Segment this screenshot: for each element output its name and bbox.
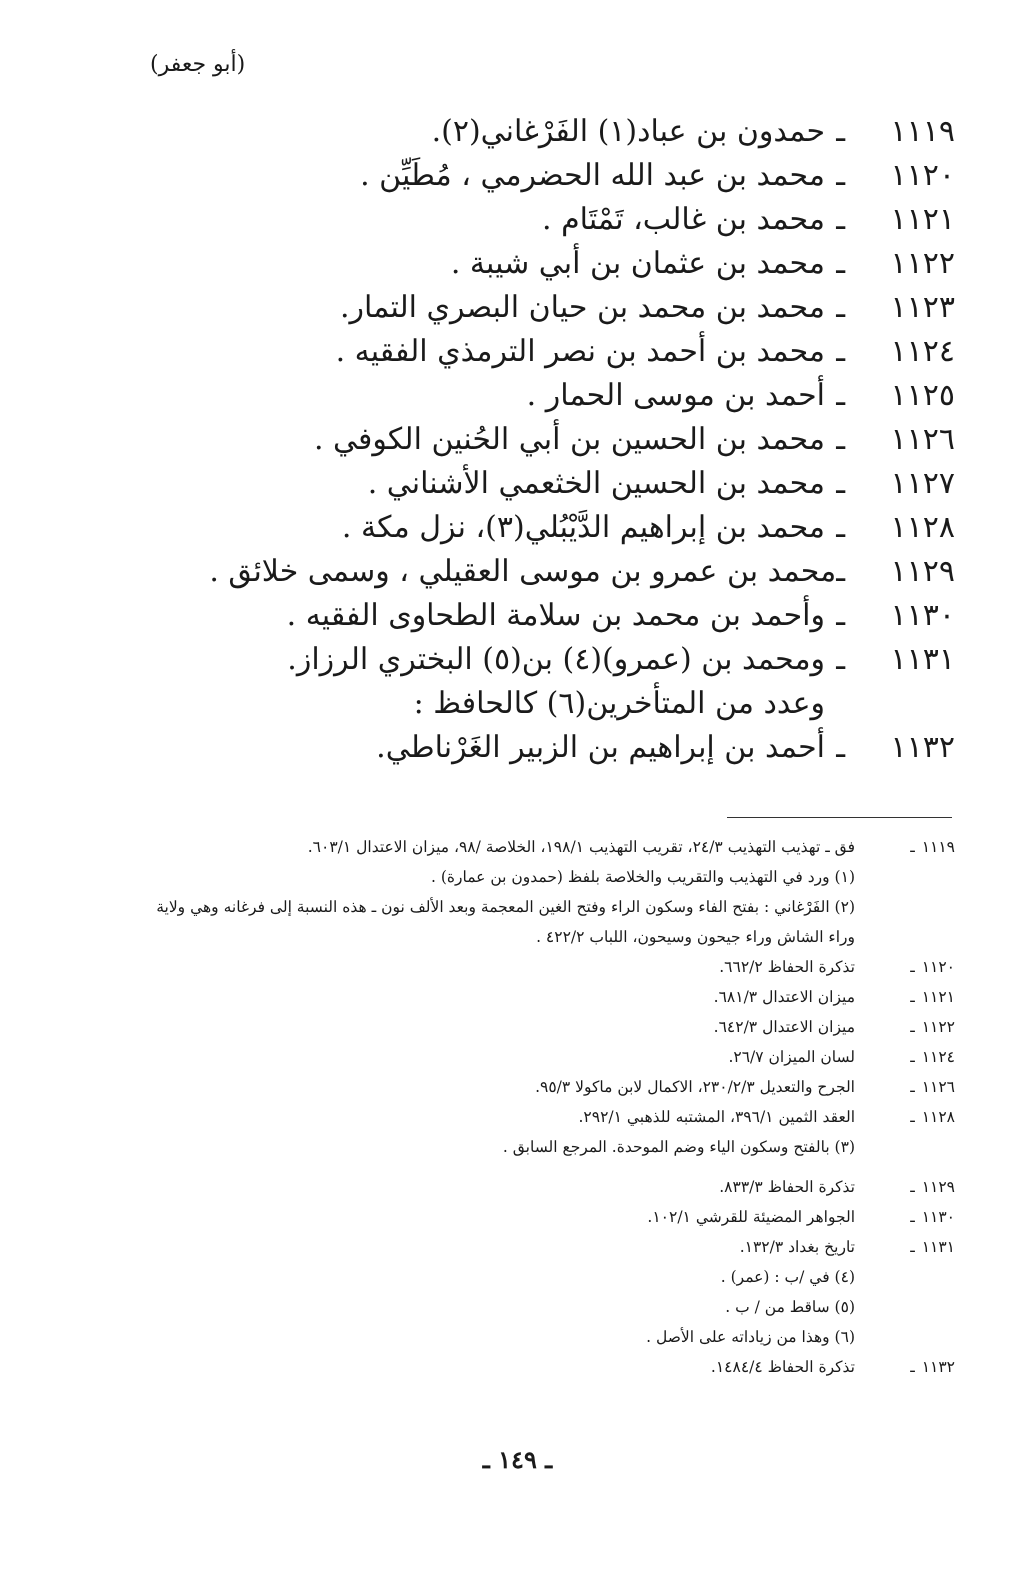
entry-text: ومحمد بن (عمرو)(٤) بن(٥) البختري الرزاز. bbox=[287, 642, 825, 677]
entry-number: ١١٢٩ bbox=[890, 554, 955, 589]
footnote-number: ١١٢٩ bbox=[921, 1178, 955, 1196]
footnote-text: تذكرة الحفاظ ١٤٨٤/٤. bbox=[710, 1358, 855, 1376]
footnote-row bbox=[150, 892, 955, 952]
list-item: ١١٣٠ ـ وأحمد بن محمد بن سلامة الطحاوى الفقيه . bbox=[255, 594, 955, 638]
footnote-row bbox=[150, 1322, 955, 1352]
list-item: ١١٢٣ ـ محمد بن محمد بن حيان البصري التمار. bbox=[255, 286, 955, 330]
entry-number: ١١٢٠ bbox=[890, 158, 955, 193]
footnote-text: تذكرة الحفاظ ٦٦٢/٢. bbox=[719, 958, 855, 976]
footnote-number: ١١١٩ bbox=[921, 838, 955, 856]
footnote-divider bbox=[727, 817, 952, 818]
footnote-row bbox=[150, 1132, 955, 1162]
footnote-text: تاريخ بغداد ١٣٢/٣. bbox=[739, 1238, 855, 1256]
entry-number: ١١٢٨ bbox=[890, 510, 955, 545]
subheading: وعدد من المتأخرين(٦) كالحافظ : bbox=[413, 686, 825, 721]
footnote-row: ١١٣٢ ـ تذكرة الحفاظ ١٤٨٤/٤. bbox=[150, 1352, 955, 1382]
footnote-text: (٥) ساقط من / ب . bbox=[725, 1298, 855, 1316]
list-item: ١١٢٤ ـ محمد بن أحمد بن نصر الترمذي الفقيه . bbox=[255, 330, 955, 374]
list-item: ١١٢١ ـ محمد بن غالب، تَمْتَام . bbox=[255, 198, 955, 242]
footnote-number: ١١٢٠ bbox=[921, 958, 955, 976]
entry-text: محمد بن الحسين بن أبي الحُنين الكوفي . bbox=[313, 422, 825, 457]
footnote-row: ١١٢٤ ـ لسان الميزان ٢٦/٧. bbox=[150, 1042, 955, 1072]
footnote-row: ١١٢١ ـ ميزان الاعتدال ٦٨١/٣. bbox=[150, 982, 955, 1012]
list-item: ١١٣٢ ـ أحمد بن إبراهيم بن الزبير الغَرْناطي. bbox=[255, 726, 955, 770]
list-item: ١١٢٢ ـ محمد بن عثمان بن أبي شيبة . bbox=[255, 242, 955, 286]
entry-number: ١١٢٧ bbox=[890, 466, 955, 501]
list-item: ١١٢٨ ـ محمد بن إبراهيم الدَّيْبُلي(٣)، نزل مكة . bbox=[255, 506, 955, 550]
footnote-number: ١١٢٨ bbox=[921, 1108, 955, 1126]
footnote-number: ١١٢٤ bbox=[921, 1048, 955, 1066]
footnote-text: (١) ورد في التهذيب والتقريب والخلاصة بلفظ (حمدون بن عمارة) . bbox=[430, 868, 855, 886]
footnote-text: (٢) الفَرْغاني : بفتح الفاء وسكون الراء وفتح الغين المعجمة وبعد الألف نون ـ هذه النسبة إلى فرغانه وهي ولاية وراء الشاش وراء جيحون وسيحون، اللباب ٤٢٢/٢ . bbox=[156, 898, 855, 946]
footnote-text: العقد الثمين ٣٩٦/١، المشتبه للذهبي ٢٩٢/١. bbox=[578, 1108, 855, 1126]
entry-text: أحمد بن موسى الحمار . bbox=[526, 378, 825, 413]
list-item: ١١٢٠ ـ محمد بن عبد الله الحضرمي ، مُطَيِّن . bbox=[255, 154, 955, 198]
list-item: ١١٢٧ ـ محمد بن الحسين الخثعمي الأشناني . bbox=[255, 462, 955, 506]
footnote-row: ١١٢٠ ـ تذكرة الحفاظ ٦٦٢/٢. bbox=[150, 952, 955, 982]
entry-number: ١١٢٤ bbox=[890, 334, 955, 369]
footnote-row: ١١٣٠ ـ الجواهر المضيئة للقرشي ١٠٢/١. bbox=[150, 1202, 955, 1232]
entry-text: محمد بن عثمان بن أبي شيبة . bbox=[450, 246, 825, 281]
footnote-text: (٦) وهذا من زياداته على الأصل . bbox=[646, 1328, 855, 1346]
footnote-row: ١١٢٩ ـ تذكرة الحفاظ ٨٣٣/٣. bbox=[150, 1172, 955, 1202]
footnote-row: ١١٣١ ـ تاريخ بغداد ١٣٢/٣. bbox=[150, 1232, 955, 1262]
entry-text: محمد بن عمرو بن موسى العقيلي ، وسمى خلائق . bbox=[209, 554, 837, 589]
footnote-row bbox=[150, 862, 955, 892]
entry-number: ١١٢٥ bbox=[890, 378, 955, 413]
entry-number: ١١٢٣ bbox=[890, 290, 955, 325]
footnote-text: الجواهر المضيئة للقرشي ١٠٢/١. bbox=[647, 1208, 855, 1226]
list-item: ١١٣١ ـ ومحمد بن (عمرو)(٤) بن(٥) البختري الرزاز. bbox=[255, 638, 955, 682]
entry-text: محمد بن إبراهيم الدَّيْبُلي(٣)، نزل مكة . bbox=[341, 510, 825, 545]
list-item: ١١٢٥ ـ أحمد بن موسى الحمار . bbox=[255, 374, 955, 418]
entry-number: ١١١٩ bbox=[890, 114, 955, 149]
entry-number: ١١٢١ bbox=[890, 202, 955, 237]
entry-number: ١١٣٢ bbox=[890, 730, 955, 765]
running-head: (أبو جعفر) bbox=[150, 52, 246, 77]
biography-list bbox=[209, 110, 955, 770]
footnote-number: ١١٢١ bbox=[921, 988, 955, 1006]
list-item: ١١٢٩ ـ محمد بن عمرو بن موسى العقيلي ، وسمى خلائق . bbox=[255, 550, 955, 594]
entry-number: ١١٣١ bbox=[890, 642, 955, 677]
footnote-row: ١١١٩ ـ فق ـ تهذيب التهذيب ٢٤/٣، تقريب التهذيب ١٩٨/١، الخلاصة /٩٨، ميزان الاعتدال ٦٠٣/١. bbox=[150, 832, 955, 862]
footnote-text: ميزان الاعتدال ٦٤٢/٣. bbox=[713, 1018, 855, 1036]
footnote-row: ١١٢٨ ـ العقد الثمين ٣٩٦/١، المشتبه للذهبي ٢٩٢/١. bbox=[150, 1102, 955, 1132]
list-item: ١١٢٦ ـ محمد بن الحسين بن أبي الحُنين الكوفي . bbox=[255, 418, 955, 462]
entry-text: أحمد بن إبراهيم بن الزبير الغَرْناطي. bbox=[376, 730, 825, 765]
entry-text: وأحمد بن محمد بن سلامة الطحاوى الفقيه . bbox=[286, 598, 825, 633]
entry-number: ١١٢٢ bbox=[890, 246, 955, 281]
footnote-text: تذكرة الحفاظ ٨٣٣/٣. bbox=[719, 1178, 855, 1196]
page-number: ـ ١٤٩ ـ bbox=[482, 1445, 553, 1474]
list-item: ١١١٩ ـ حمدون بن عباد(١) الفَرْغاني(٢). bbox=[255, 110, 955, 154]
footnote-text: (٤) في /ب : (عمر) . bbox=[720, 1268, 855, 1286]
footnote-number: ١١٣٠ bbox=[921, 1208, 955, 1226]
entry-text: محمد بن غالب، تَمْتَام . bbox=[542, 202, 825, 237]
footnote-number: ١١٢٦ bbox=[921, 1078, 955, 1096]
footnote-number: ١١٣٢ bbox=[921, 1358, 955, 1376]
footnote-text: ميزان الاعتدال ٦٨١/٣. bbox=[713, 988, 855, 1006]
footnote-number: ١١٢٢ bbox=[921, 1018, 955, 1036]
entry-text: محمد بن محمد بن حيان البصري التمار. bbox=[339, 290, 825, 325]
footnote-text: (٣) بالفتح وسكون الياء وضم الموحدة. المرجع السابق . bbox=[502, 1138, 855, 1156]
footnote-row bbox=[150, 1262, 955, 1292]
entry-text: محمد بن أحمد بن نصر الترمذي الفقيه . bbox=[335, 334, 825, 369]
entry-number: ١١٢٦ bbox=[890, 422, 955, 457]
entry-number: ١١٣٠ bbox=[890, 598, 955, 633]
footnote-number: ١١٣١ bbox=[921, 1238, 955, 1256]
footnote-text: الجرح والتعديل ٢٣٠/٢/٣، الاكمال لابن ماكولا ٩٥/٣. bbox=[535, 1078, 855, 1096]
footnote-row bbox=[150, 1292, 955, 1322]
footnote-text: فق ـ تهذيب التهذيب ٢٤/٣، تقريب التهذيب ١٩٨/١، الخلاصة /٩٨، ميزان الاعتدال ٦٠٣/١. bbox=[307, 838, 855, 856]
entry-text: محمد بن الحسين الخثعمي الأشناني . bbox=[367, 466, 825, 501]
footnote-row: ١١٢٦ ـ الجرح والتعديل ٢٣٠/٢/٣، الاكمال لابن ماكولا ٩٥/٣. bbox=[150, 1072, 955, 1102]
entry-text: حمدون بن عباد(١) الفَرْغاني(٢). bbox=[431, 114, 825, 149]
footnotes bbox=[150, 832, 955, 1382]
entry-text: محمد بن عبد الله الحضرمي ، مُطَيِّن . bbox=[360, 158, 825, 193]
footnote-text: لسان الميزان ٢٦/٧. bbox=[728, 1048, 855, 1066]
footnote-row: ١١٢٢ ـ ميزان الاعتدال ٦٤٢/٣. bbox=[150, 1012, 955, 1042]
